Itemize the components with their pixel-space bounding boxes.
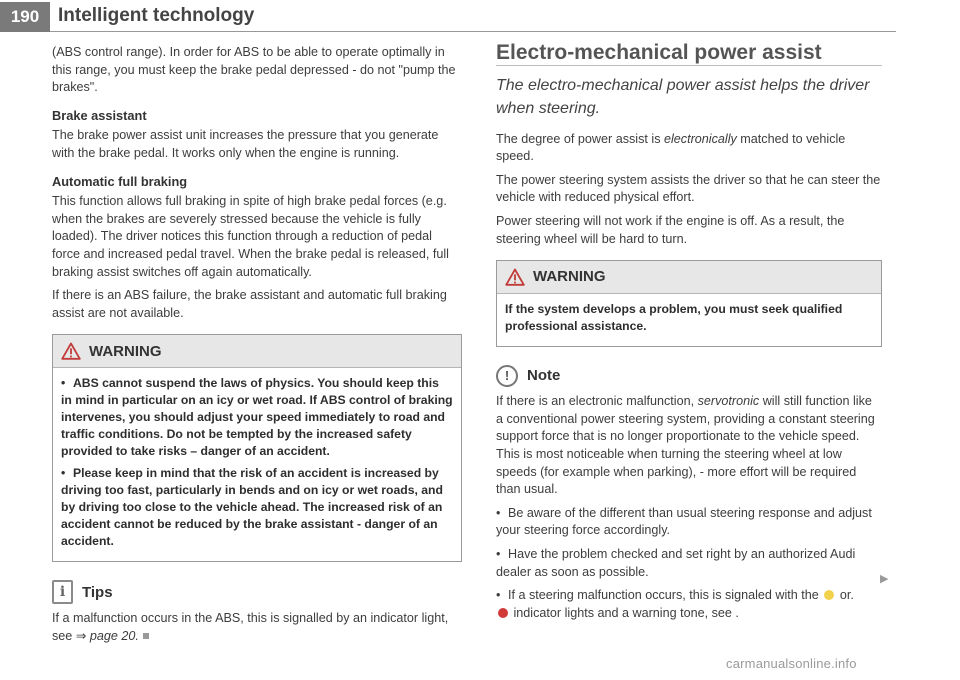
warning-header <box>497 261 881 294</box>
abs-failure-text: If there is an ABS failure, the brake assistant and automatic full braking assist are not available. <box>52 288 447 320</box>
page-reference-link[interactable]: page 20. <box>89 628 139 643</box>
power-assist-p1: The degree of power assist is electronically matched to vehicle speed. <box>496 131 846 164</box>
tips-heading <box>52 580 462 604</box>
warning-text: If the system develops a problem, you must seek qualified professional assistance. <box>505 302 843 334</box>
header-rule <box>50 31 896 32</box>
arrow-icon: ⇒ <box>75 628 87 643</box>
warning-body <box>53 368 461 561</box>
power-assist-title: Electro-mechanical power assist <box>496 44 882 66</box>
brake-assistant-heading: Brake assistant <box>52 107 147 123</box>
warning-body <box>497 294 881 346</box>
warning-label: WARNING <box>533 268 606 286</box>
right-column <box>496 41 882 628</box>
brake-assistant-text: The brake power assist unit increases the pressure that you generate with the brake pedal. It works only when the engine is running. <box>52 128 439 160</box>
abs-paragraph: (ABS control range). In order for ABS to be able to operate optimally in this range, you must keep the brake pedal depressed - do not "pump the brakes". <box>52 45 456 95</box>
power-assist-intro: The electro-mechanical power assist helps the driver when steering. <box>496 76 870 117</box>
warning-item: • Please keep in mind that the risk of an accident is increased by driving too fast, particularly in bends and on icy or wet roads, and by driving too close to the vehicle ahead. The increased risk of an accident cannot be reduced by the brake assistant - danger of an accident. <box>61 466 443 549</box>
tips-text: If a malfunction occurs in the ABS, this is signalled by an indicator light, see ⇒ page 20. <box>52 611 449 643</box>
note-bullet: • Have the problem checked and set right by an authorized Audi dealer as soon as possible. <box>496 546 856 579</box>
yellow-indicator-icon <box>824 590 834 600</box>
power-assist-p3: Power steering will not work if the engine is off. As a result, the steering wheel will be hard to turn. <box>496 213 845 246</box>
note-bullet: • If a steering malfunction occurs, this is signaled with the or. indicator lights and a warning tone, see . <box>496 588 854 620</box>
watermark: carmanualsonline.info <box>726 656 857 671</box>
page-number: 190 <box>0 2 50 32</box>
note-label: Note <box>527 367 561 385</box>
continue-arrow-icon: ▶ <box>880 573 889 585</box>
power-assist-p2: The power steering system assists the driver so that he can steer the vehicle with reduced physical effort. <box>496 172 881 205</box>
warning-box-brakes <box>52 334 462 562</box>
warning-triangle-icon <box>505 268 525 286</box>
warning-item: • ABS cannot suspend the laws of physics. You should keep this in mind in particular on an icy or wet road. If ABS control of braking intervenes, you should adjust your speed immediately to road and traffic conditions. Do not be tempted by the increased safety provided to take risks – danger of an accident. <box>61 376 453 459</box>
warning-box-steering <box>496 260 882 347</box>
red-indicator-icon <box>498 608 508 618</box>
warning-triangle-icon <box>61 342 81 360</box>
info-icon: i <box>52 580 73 604</box>
tips-label: Tips <box>82 583 113 601</box>
page-header <box>0 0 960 34</box>
auto-braking-heading: Automatic full braking <box>52 173 188 189</box>
note-bullet: • Be aware of the different than usual steering response and adjust your steering force accordingly. <box>496 505 872 538</box>
exclamation-circle-icon: ! <box>496 365 518 387</box>
auto-braking-text: This function allows full braking in spite of high brake pedal forces (e.g. when the brakes are severely stressed because the vehicle is fully loaded). The driver notices this function through a reduction of pedal force and increased pedal travel. When the brake pedal is released, full braking assist switches off again automatically. <box>52 194 449 279</box>
section-title: Intelligent technology <box>58 5 255 26</box>
note-heading <box>496 365 882 387</box>
end-square-icon <box>143 633 149 639</box>
warning-header <box>53 335 461 368</box>
left-column <box>52 44 462 652</box>
note-paragraph: If there is an electronic malfunction, servotronic will still function like a conventional power steering system, providing a constant steering support force that is no longer proportionate to the vehicle speed. This is most noticeable when turning the steering wheel at low speeds (for example when parking), - more effort will be required than usual. <box>496 394 875 497</box>
warning-label: WARNING <box>89 342 162 360</box>
